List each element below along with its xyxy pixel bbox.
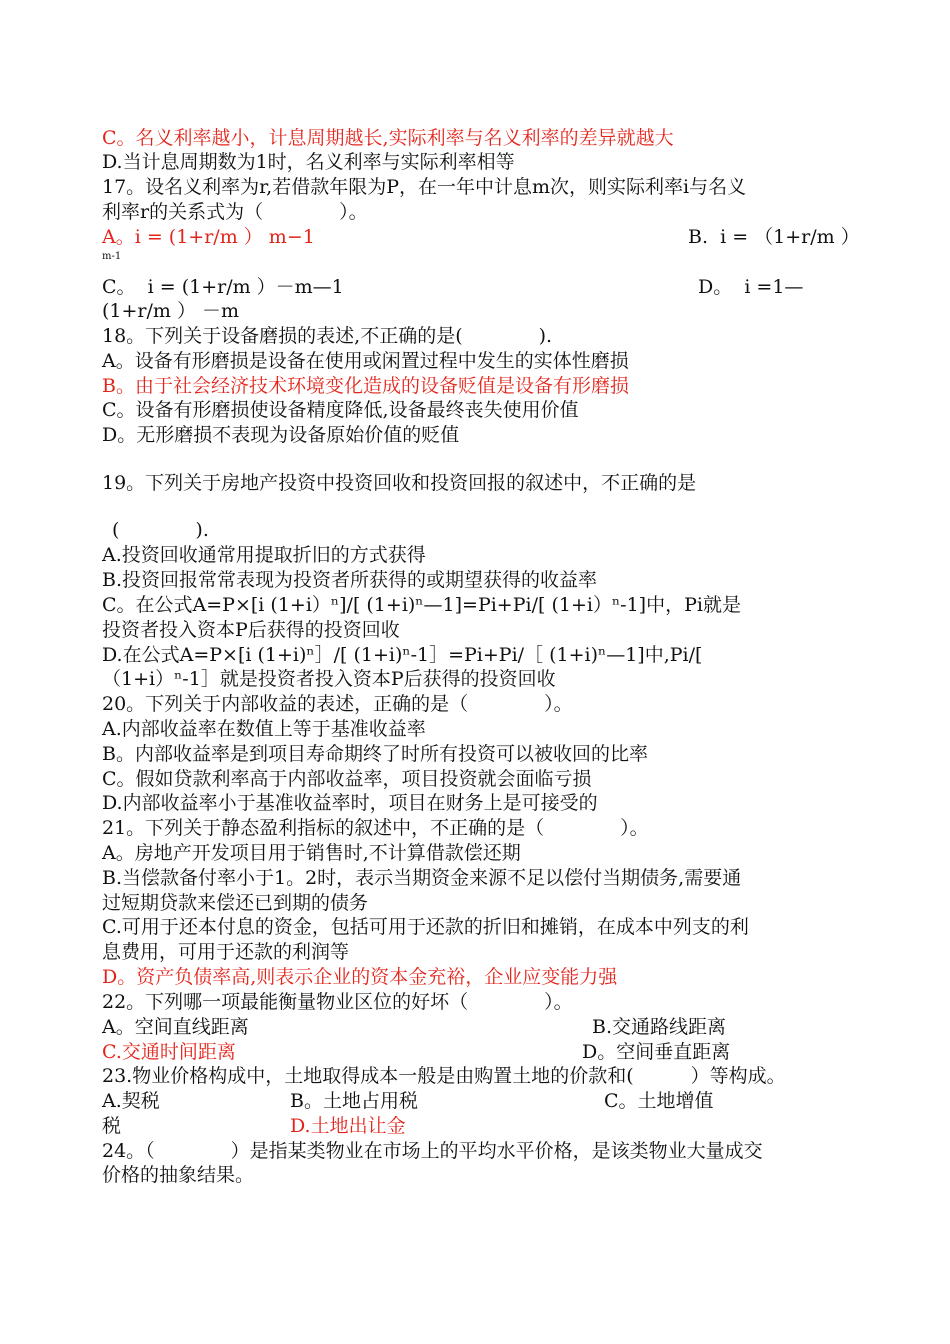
option-a: A.投资回收通常用提取折旧的方式获得 [102,544,426,566]
option-d: D.在公式A=P×[i (1+i)ⁿ］/[ (1+i)ⁿ-1］=Pi+Pi/［ (1+i)ⁿ—1]中,Pi/[ [102,644,703,666]
option-b-cont: 过短期贷款来偿还已到期的债务 [102,892,369,914]
question-22: 22。下列哪一项最能衡量物业区位的好坏（ ）。 [102,991,573,1013]
question-19-blank: ( ). [112,519,209,541]
option-b-answer: B。由于社会经济技术环境变化造成的设备贬值是设备有形磨损 [102,375,629,397]
question-17: 17。设名义利率为r,若借款年限为P，在一年中计息m次，则实际利率i与名义 [102,176,747,198]
option-b-exponent: m-1 [102,251,122,262]
question-24: 24。（ ）是指某类物业在市场上的平均水平价格，是该类物业大量成交 [102,1140,763,1162]
option-c-cont: 投资者投入资本P后获得的投资回收 [102,619,400,641]
option-c: C.可用于还本付息的资金，包括可用于还款的折旧和摊销，在成本中列支的利 [102,916,749,938]
option-d-cont: (1+r/m ） －m [102,300,240,322]
option-c: C。土地增值 [604,1090,714,1112]
option-d: D。无形磨损不表现为设备原始价值的贬值 [102,424,460,446]
option-c: C。假如贷款利率高于内部收益率，项目投资就会面临亏损 [102,768,592,790]
option-c: C。在公式A=P×[i (1+i）ⁿ]/[ (1+i)ⁿ—1]=Pi+Pi/[ (1+i）ⁿ-1]中，Pi就是 [102,594,741,616]
option-b: B. i = （1+r/m ） [688,226,860,248]
option-d: D。空间垂直距离 [582,1041,731,1063]
option-a-answer: A。i = (1+r/m ） m−1 [102,226,315,248]
option-b: B.交通路线距离 [592,1016,727,1038]
option-c-answer: C.交通时间距离 [102,1041,236,1063]
option-d: D.当计息周期数为1时，名义利率与实际利率相等 [102,151,515,173]
option-d: D。 i =1— [698,276,804,298]
option-a: A.内部收益率在数值上等于基准收益率 [102,718,426,740]
option-c-cont: 税 [102,1115,122,1137]
option-d-answer: D。资产负债率高,则表示企业的资本金充裕，企业应变能力强 [102,966,618,988]
option-d: D.内部收益率小于基准收益率时，项目在财务上是可接受的 [102,792,598,814]
option-a: A.契税 [102,1090,160,1112]
option-c-cont: 息费用，可用于还款的利润等 [102,941,350,963]
question-23: 23.物业价格构成中，土地取得成本一般是由购置土地的价款和( ）等构成。 [102,1065,786,1087]
option-b: B.当偿款备付率小于1。2时，表示当期资金来源不足以偿付当期债务,需要通 [102,867,742,889]
question-20: 20。下列关于内部收益的表述，正确的是（ ）。 [102,693,573,715]
option-a: A。空间直线距离 [102,1016,249,1038]
option-b: B。土地占用税 [290,1090,418,1112]
question-17-cont: 利率r的关系式为（ ）。 [102,201,368,223]
option-c-answer: C。名义利率越小，计息周期越长,实际利率与名义利率的差异就越大 [102,127,674,149]
option-b: B.投资回报常常表现为投资者所获得的或期望获得的收益率 [102,569,598,591]
option-d-answer: D.土地出让金 [290,1115,406,1137]
question-19: 19。下列关于房地产投资中投资回收和投资回报的叙述中，不正确的是 [102,472,697,494]
question-18: 18。下列关于设备磨损的表述,不正确的是( ). [102,325,553,347]
option-a: A。设备有形磨损是设备在使用或闲置过程中发生的实体性磨损 [102,350,629,372]
question-24-cont: 价格的抽象结果。 [102,1164,255,1186]
question-21: 21。下列关于静态盈利指标的叙述中，不正确的是（ ）。 [102,817,649,839]
option-d-cont: （1+i）ⁿ-1］就是投资者投入资本P后获得的投资回收 [102,668,556,690]
option-c: C。设备有形磨损使设备精度降低,设备最终丧失使用价值 [102,399,579,421]
option-a: A。房地产开发项目用于销售时,不计算借款偿还期 [102,842,521,864]
option-b: B。内部收益率是到项目寿命期终了时所有投资可以被收回的比率 [102,743,648,765]
option-c: C。 i = (1+r/m ）－m—1 [102,276,344,298]
